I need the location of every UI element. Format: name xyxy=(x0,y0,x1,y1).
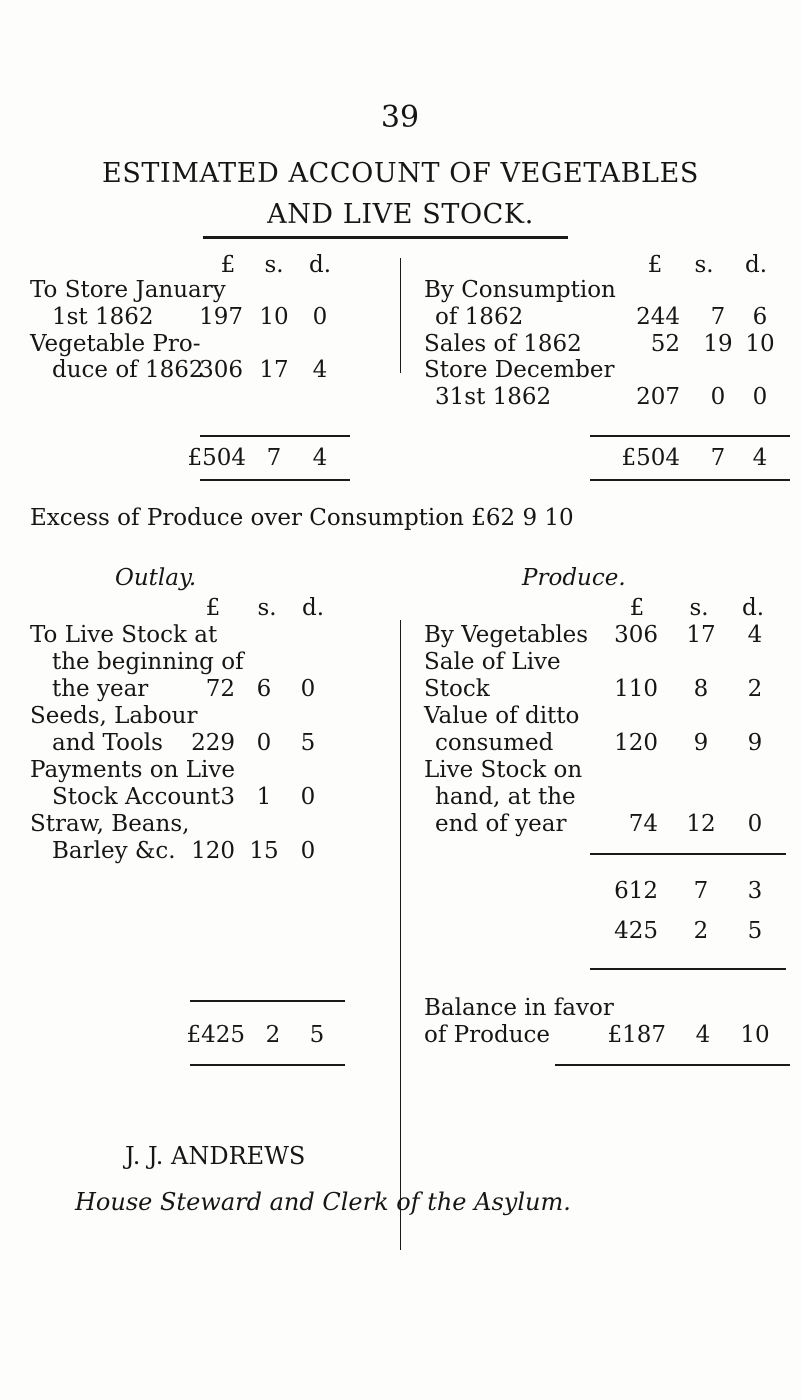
pence-value: 4 xyxy=(747,622,763,648)
row-label: 1st 1862 xyxy=(52,304,154,330)
pence-header: d. xyxy=(308,252,332,278)
row-label: consumed xyxy=(435,730,554,756)
pounds-value: 72 xyxy=(205,676,235,702)
outlay-produce-divider xyxy=(400,620,401,1250)
total-pence: 5 xyxy=(309,1022,325,1048)
row-label: Payments on Live xyxy=(30,757,235,783)
pence-value: 2 xyxy=(747,676,763,702)
pounds-value: 120 xyxy=(191,838,235,864)
row-label: Live Stock on xyxy=(424,757,583,783)
excess-line: Excess of Produce over Consumption £62 9 10 xyxy=(30,505,574,531)
balance-pence: 10 xyxy=(740,1022,770,1048)
pounds-value: 110 xyxy=(614,676,658,702)
row-label: hand, at the xyxy=(435,784,576,810)
pence-header: d. xyxy=(744,252,768,278)
row-label: Store December xyxy=(424,357,615,383)
shillings-header: s. xyxy=(264,252,284,278)
outlay-heading: Outlay. xyxy=(115,565,197,591)
pounds-value: 120 xyxy=(614,730,658,756)
balance-rule xyxy=(590,968,786,970)
total-rule-bottom xyxy=(590,479,790,481)
row-label: Vegetable Pro- xyxy=(30,331,201,357)
shillings-value: 8 xyxy=(693,676,709,702)
less-pence: 5 xyxy=(747,918,763,944)
pounds-value: 244 xyxy=(636,304,680,330)
shillings-value: 15 xyxy=(249,838,279,864)
total-pounds: £504 xyxy=(187,445,246,471)
total-shillings: 2 xyxy=(265,1022,281,1048)
title-line-1: ESTIMATED ACCOUNT OF VEGETABLES xyxy=(102,158,699,189)
pounds-header: £ xyxy=(647,252,663,278)
shillings-value: 6 xyxy=(256,676,272,702)
pence-value: 0 xyxy=(300,676,316,702)
row-label: To Store January xyxy=(30,277,226,303)
row-label: end of year xyxy=(435,811,567,837)
row-label: By Consumption xyxy=(424,277,616,303)
total-rule-bottom xyxy=(200,479,350,481)
pounds-value: 3 xyxy=(220,784,235,810)
total-pence: 4 xyxy=(752,445,768,471)
pence-value: 10 xyxy=(745,331,775,357)
pounds-header: £ xyxy=(629,595,645,621)
balance-shillings: 4 xyxy=(695,1022,711,1048)
total-rule xyxy=(200,435,350,437)
shillings-value: 1 xyxy=(256,784,272,810)
total-shillings: 7 xyxy=(710,445,726,471)
row-label: Stock Account xyxy=(52,784,221,810)
subtotal-pence: 3 xyxy=(747,878,763,904)
shillings-value: 19 xyxy=(703,331,733,357)
pounds-value: 306 xyxy=(199,357,243,383)
balance-label: of Produce xyxy=(424,1022,551,1048)
total-rule-bottom xyxy=(190,1064,345,1066)
row-label: Value of ditto xyxy=(424,703,580,729)
pounds-header: £ xyxy=(220,252,236,278)
pence-value: 0 xyxy=(312,304,328,330)
pounds-value: 229 xyxy=(191,730,235,756)
balance-label: Balance in favor xyxy=(424,995,614,1021)
row-label: By Vegetables xyxy=(424,622,589,648)
pence-value: 9 xyxy=(747,730,763,756)
pence-value: 0 xyxy=(300,838,316,864)
row-label: Barley &c. xyxy=(52,838,176,864)
balance-pounds: £187 xyxy=(607,1022,666,1048)
balance-rule-bottom xyxy=(555,1064,790,1066)
shillings-value: 7 xyxy=(710,304,726,330)
less-pounds: 425 xyxy=(614,918,658,944)
pence-value: 4 xyxy=(312,357,328,383)
produce-heading: Produce. xyxy=(522,565,626,591)
row-label: To Live Stock at xyxy=(30,622,218,648)
pounds-value: 306 xyxy=(614,622,658,648)
total-rule xyxy=(190,1000,345,1002)
total-shillings: 7 xyxy=(266,445,282,471)
pounds-value: 197 xyxy=(199,304,243,330)
row-label: Seeds, Labour xyxy=(30,703,198,729)
subtotal-rule xyxy=(590,853,786,855)
pounds-value: 207 xyxy=(636,384,680,410)
row-label: 31st 1862 xyxy=(435,384,552,410)
shillings-value: 17 xyxy=(259,357,289,383)
shillings-value: 9 xyxy=(693,730,709,756)
row-label: Sales of 1862 xyxy=(424,331,582,357)
pounds-value: 52 xyxy=(650,331,680,357)
shillings-value: 10 xyxy=(259,304,289,330)
pence-value: 6 xyxy=(752,304,768,330)
shillings-value: 17 xyxy=(686,622,716,648)
shillings-value: 0 xyxy=(710,384,726,410)
pounds-value: 74 xyxy=(628,811,658,837)
section-top-rule xyxy=(203,236,568,239)
row-label: Straw, Beans, xyxy=(30,811,190,837)
pence-header: d. xyxy=(741,595,765,621)
shillings-value: 12 xyxy=(686,811,716,837)
row-label: Sale of Live xyxy=(424,649,561,675)
row-label: Stock xyxy=(424,676,490,702)
title-line-2: AND LIVE STOCK. xyxy=(267,199,534,230)
total-pounds: £425 xyxy=(186,1022,245,1048)
row-label: and Tools xyxy=(52,730,163,756)
signature-name: J. J. ANDREWS xyxy=(125,1142,306,1170)
row-label: of 1862 xyxy=(435,304,524,330)
pence-value: 5 xyxy=(300,730,316,756)
account-column-divider xyxy=(400,258,401,373)
row-label: the year xyxy=(52,676,149,702)
shillings-value: 0 xyxy=(256,730,272,756)
row-label: the beginning of xyxy=(52,649,244,675)
total-rule xyxy=(590,435,790,437)
pence-value: 0 xyxy=(300,784,316,810)
subtotal-shillings: 7 xyxy=(693,878,709,904)
row-label: duce of 1862 xyxy=(52,357,204,383)
pence-value: 0 xyxy=(747,811,763,837)
shillings-header: s. xyxy=(257,595,277,621)
pounds-header: £ xyxy=(205,595,221,621)
subtotal-pounds: 612 xyxy=(614,878,658,904)
signature-title: House Steward and Clerk of the Asylum. xyxy=(75,1188,571,1216)
total-pounds: £504 xyxy=(621,445,680,471)
pence-header: d. xyxy=(301,595,325,621)
shillings-header: s. xyxy=(689,595,709,621)
pence-value: 0 xyxy=(752,384,768,410)
page-number: 39 xyxy=(380,100,420,135)
less-shillings: 2 xyxy=(693,918,709,944)
total-pence: 4 xyxy=(312,445,328,471)
shillings-header: s. xyxy=(694,252,714,278)
